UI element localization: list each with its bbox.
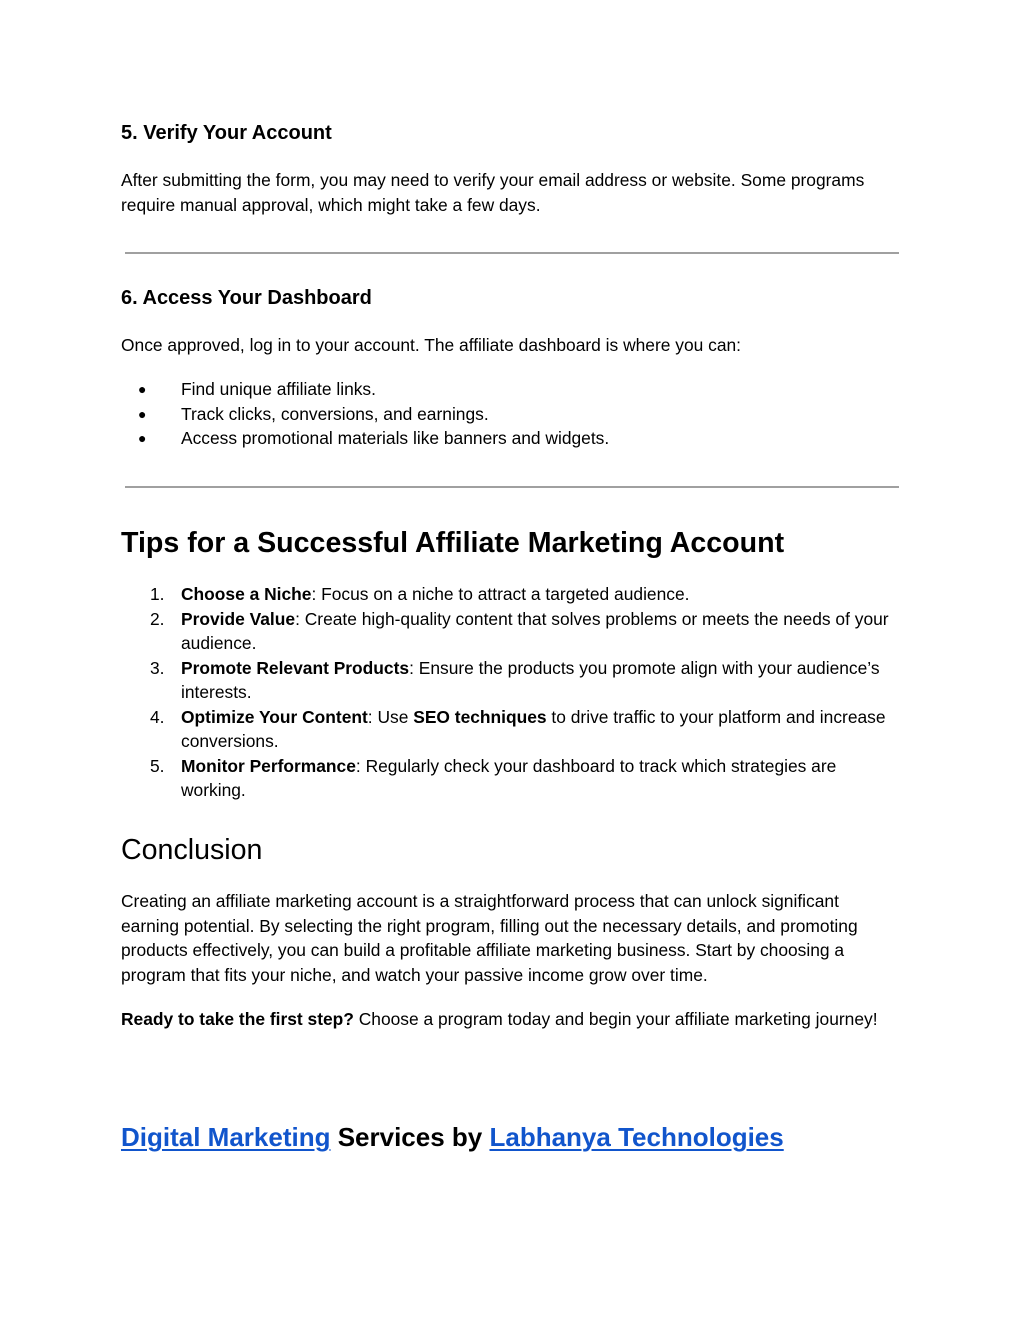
- bullet-icon: ●: [138, 430, 147, 446]
- list-item: ● Access promotional materials like banners and widgets.: [121, 426, 901, 451]
- services-heading: [121, 1121, 784, 1153]
- list-item: ● Find unique affiliate links.: [121, 377, 901, 402]
- tips-heading: Tips for a Successful Affiliate Marketing Account: [121, 527, 785, 559]
- list-item: 2. Provide Value: Create high-quality content that solves problems or meets the needs of your audience.: [150, 608, 889, 653]
- bullet-icon: ●: [138, 381, 147, 397]
- digital-marketing-link[interactable]: Digital Marketing: [121, 1122, 331, 1152]
- list-item: 4. Optimize Your Content: Use SEO techniques to drive traffic to your platform and increase conversions.: [150, 706, 886, 751]
- section-heading-access-dashboard: 6. Access Your Dashboard: [121, 287, 372, 309]
- verify-account-paragraph: After submitting the form, you may need to verify your email address or website. Some programs require manual approval, which might take a few days.: [121, 170, 865, 215]
- conclusion-heading: Conclusion: [121, 834, 263, 866]
- dashboard-features-list: [121, 377, 901, 451]
- section-heading-verify-account: 5. Verify Your Account: [121, 122, 332, 144]
- services-by-text: Services by: [330, 1122, 490, 1152]
- list-item: 5. Monitor Performance: Regularly check your dashboard to track which strategies are working.: [150, 755, 837, 800]
- bullet-icon: ●: [138, 405, 147, 422]
- list-item: 1. Choose a Niche: Focus on a niche to attract a targeted audience.: [150, 584, 690, 604]
- call-to-action-paragraph: [121, 1007, 901, 1032]
- horizontal-rule: [125, 252, 899, 254]
- list-item: ● Track clicks, conversions, and earnings.: [121, 402, 901, 427]
- cta-bold-text: Ready to take the first step?: [121, 1009, 354, 1029]
- horizontal-rule: [125, 486, 899, 488]
- tips-list: [121, 582, 901, 803]
- conclusion-paragraph: Creating an affiliate marketing account is a straightforward process that can unlock significant earning potential. By selecting the right program, filling out the necessary details, and promoting products effectively, you can build a profitable affiliate marketing business. Start by choosing a program that fits your niche, and watch your passive income grow over time.: [121, 891, 858, 985]
- dashboard-intro-paragraph: Once approved, log in to your account. The affiliate dashboard is where you can:: [121, 335, 742, 355]
- list-item: 3. Promote Relevant Products: Ensure the products you promote align with your audience’s interests.: [150, 657, 880, 702]
- labhanya-technologies-link[interactable]: Labhanya Technologies: [489, 1122, 784, 1152]
- cta-text: Choose a program today and begin your affiliate marketing journey!: [353, 1009, 878, 1029]
